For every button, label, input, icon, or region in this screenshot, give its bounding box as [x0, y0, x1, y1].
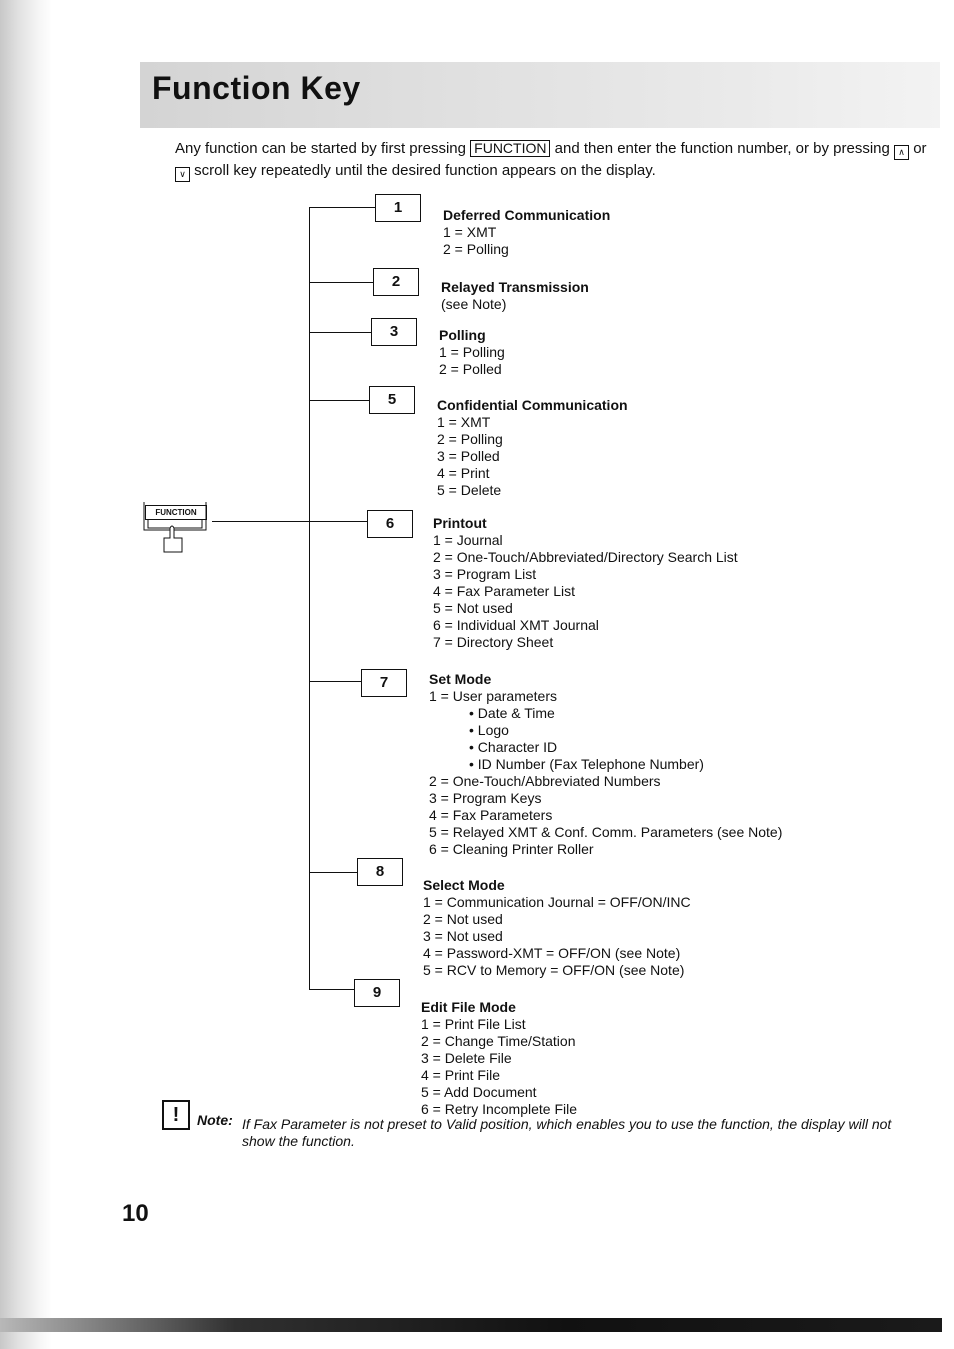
group-title: Set Mode [429, 671, 492, 687]
group-printout [433, 515, 738, 651]
list-item: 1 = Polling [439, 344, 505, 360]
note-text: If Fax Parameter is not preset to Valid position, which enables you to use the function, the display will not show the function. [242, 1116, 892, 1149]
branch-line-7 [309, 681, 361, 682]
branch-line-2 [309, 282, 373, 283]
key-box-9: 9 [354, 979, 400, 1007]
list-item: 5 = RCV to Memory = OFF/ON (see Note) [423, 962, 685, 978]
intro-text-2: and then enter the function number, or by pressing [554, 140, 890, 157]
list-item: 7 = Directory Sheet [433, 634, 554, 650]
sub-list-item: • Character ID [469, 739, 558, 755]
pressing-hand-icon [142, 502, 208, 554]
branch-line-8 [309, 872, 357, 873]
list-item: 4 = Print [437, 465, 490, 481]
list-item: 4 = Fax Parameters [429, 807, 553, 823]
function-key-inline: FUNCTION [470, 140, 550, 157]
list-item: 6 = Cleaning Printer Roller [429, 841, 594, 857]
page-edge-shadow [0, 0, 52, 1349]
list-item: 2 = One-Touch/Abbreviated/Directory Search List [433, 549, 738, 565]
list-item: 1 = Journal [433, 532, 503, 548]
list-item: 3 = Not used [423, 928, 503, 944]
bottom-edge-bar [0, 1318, 942, 1332]
group-title: Select Mode [423, 877, 505, 893]
list-item: 3 = Program List [433, 566, 537, 582]
intro-paragraph [175, 138, 945, 182]
key-box-7: 7 [361, 669, 407, 697]
function-connector-line [212, 521, 367, 522]
sub-list-item: • ID Number (Fax Telephone Number) [469, 756, 704, 772]
key-box-5: 5 [369, 386, 415, 414]
group-polling [439, 327, 505, 378]
list-item: 2 = Polling [437, 431, 503, 447]
list-item: 2 = One-Touch/Abbreviated Numbers [429, 773, 661, 789]
up-scroll-key-icon: ∧ [894, 145, 909, 160]
group-title: Edit File Mode [421, 999, 516, 1015]
list-item: 1 = Communication Journal = OFF/ON/INC [423, 894, 691, 910]
list-item: 4 = Fax Parameter List [433, 583, 576, 599]
list-item: 3 = Delete File [421, 1050, 512, 1066]
sub-list-item: • Logo [469, 722, 509, 738]
key-box-2: 2 [373, 268, 419, 296]
list-item: 3 = Program Keys [429, 790, 542, 806]
note-exclamation-icon: ! [162, 1100, 190, 1130]
group-set-mode [429, 671, 782, 858]
list-item: 2 = Not used [423, 911, 503, 927]
branch-line-5 [309, 400, 369, 401]
note-label: Note: [197, 1112, 233, 1128]
page-title: Function Key [152, 70, 361, 106]
list-item: 5 = Add Document [421, 1084, 537, 1100]
page-number: 10 [122, 1200, 149, 1227]
list-item: (see Note) [441, 296, 507, 312]
group-deferred-communication [443, 207, 610, 258]
list-item: 5 = Not used [433, 600, 513, 616]
list-item: 6 = Individual XMT Journal [433, 617, 599, 633]
list-item: 3 = Polled [437, 448, 500, 464]
group-relayed-transmission [441, 279, 589, 313]
list-item: 4 = Print File [421, 1067, 500, 1083]
group-edit-file-mode [421, 999, 577, 1118]
group-select-mode [423, 877, 691, 979]
branch-line-9 [309, 989, 354, 990]
function-button-label: FUNCTION [145, 505, 207, 520]
key-box-3: 3 [371, 318, 417, 346]
key-box-6: 6 [367, 510, 413, 538]
function-button-illustration [142, 502, 208, 532]
intro-text-3: scroll key repeatedly until the desired function appears on the display. [194, 162, 656, 179]
down-scroll-key-icon: ∨ [175, 167, 190, 182]
list-item: 2 = Polling [443, 241, 509, 257]
group-confidential-communication [437, 397, 628, 499]
group-title: Printout [433, 515, 487, 531]
branch-line-3 [309, 332, 371, 333]
intro-text-1: Any function can be started by first pressing [175, 140, 466, 157]
list-item: 1 = User parameters [429, 688, 557, 704]
key-box-8: 8 [357, 858, 403, 886]
group-title: Confidential Communication [437, 397, 628, 413]
list-item: 1 = XMT [443, 224, 497, 240]
list-item: 2 = Change Time/Station [421, 1033, 576, 1049]
list-item: 6 = Retry Incomplete File [421, 1101, 578, 1117]
intro-or: or [913, 140, 927, 157]
group-title: Deferred Communication [443, 207, 611, 223]
key-box-1: 1 [375, 194, 421, 222]
group-title: Polling [439, 327, 486, 343]
list-item: 2 = Polled [439, 361, 502, 377]
list-item: 5 = Relayed XMT & Conf. Comm. Parameters (see Note) [429, 824, 783, 840]
list-item: 1 = Print File List [421, 1016, 526, 1032]
list-item: 5 = Delete [437, 482, 502, 498]
group-title: Relayed Transmission [441, 279, 589, 295]
list-item: 1 = XMT [437, 414, 491, 430]
sub-list-item: • Date & Time [469, 705, 555, 721]
list-item: 4 = Password-XMT = OFF/ON (see Note) [423, 945, 681, 961]
branch-line-1 [309, 207, 375, 208]
